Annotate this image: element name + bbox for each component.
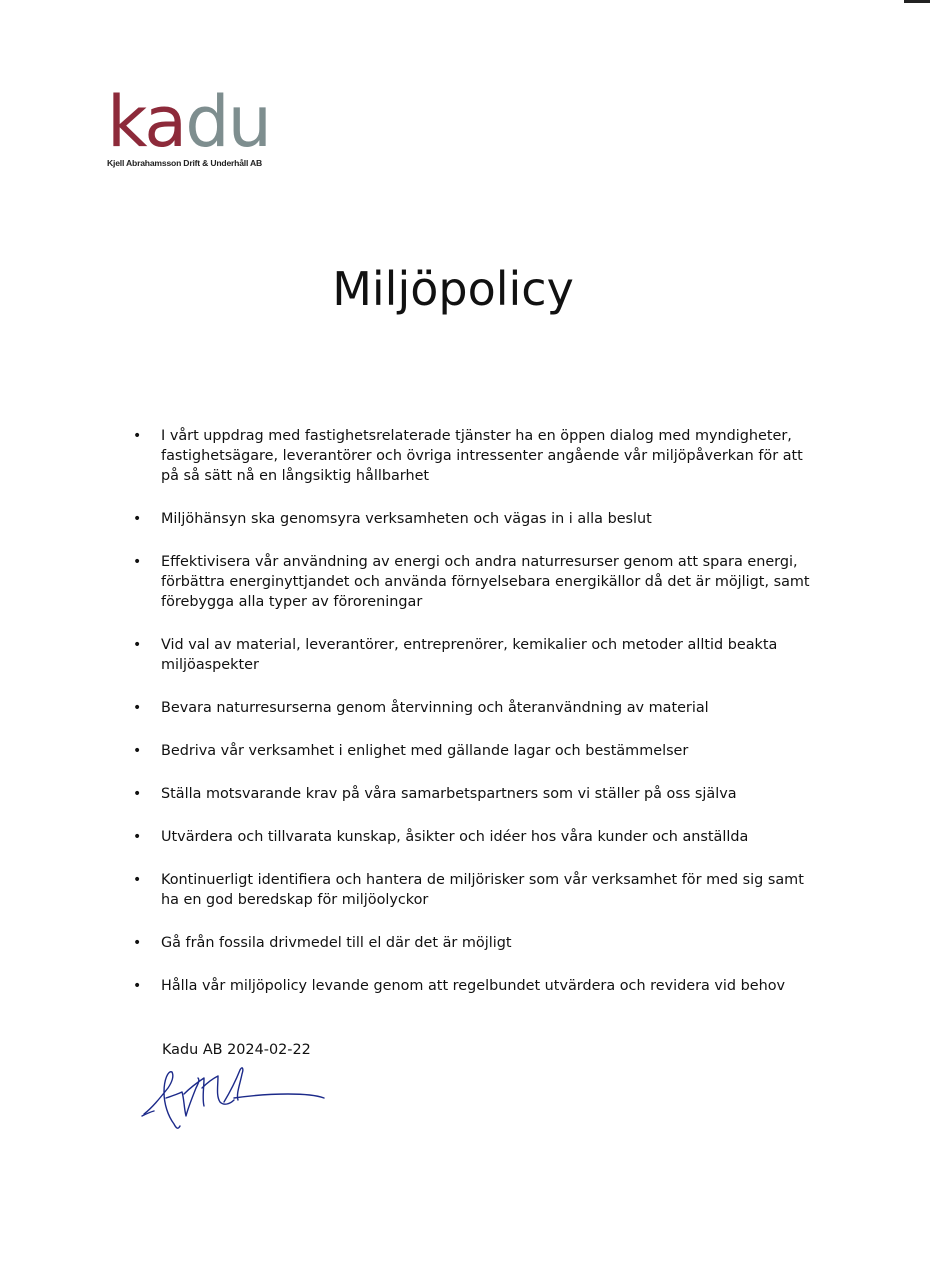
bullet-icon: • (133, 428, 142, 444)
logo-subtitle: Kjell Abrahamsson Drift & Underhåll AB (107, 158, 263, 168)
bullet-icon: • (133, 700, 142, 716)
company-logo (107, 81, 307, 168)
bullet-icon: • (133, 511, 142, 527)
policy-item-text: Vid val av material, leverantörer, entreprenörer, kemikalier och metoder alltid beakta miljöaspekter (161, 637, 778, 673)
policy-item-text: Kontinuerligt identifiera och hantera de miljörisker som vår verksamhet för med sig samt ha en god beredskap för miljöolyckor (161, 872, 804, 908)
policy-item (133, 509, 811, 529)
signature-icon (138, 1058, 328, 1136)
bullet-icon: • (133, 935, 142, 951)
policy-list (133, 426, 811, 1019)
policy-item (133, 552, 811, 612)
policy-item-text: Bevara naturresurserna genom återvinning och återanvändning av material (161, 700, 709, 716)
bullet-icon: • (133, 978, 142, 994)
policy-item-text: Gå från fossila drivmedel till el där det är möjligt (161, 935, 512, 951)
policy-item (133, 426, 811, 486)
bullet-icon: • (133, 554, 142, 570)
policy-item-text: Bedriva vår verksamhet i enlighet med gällande lagar och bestämmelser (161, 743, 689, 759)
policy-item (133, 635, 811, 675)
policy-item (133, 976, 811, 996)
policy-item-text: Hålla vår miljöpolicy levande genom att regelbundet utvärdera och revidera vid behov (161, 978, 786, 994)
scan-edge-mark (904, 0, 930, 3)
bullet-icon: • (133, 786, 142, 802)
logo-wordmark-part1: ka (107, 81, 186, 163)
policy-item-text: Utvärdera och tillvarata kunskap, åsikter och idéer hos våra kunder och anställda (161, 829, 749, 845)
page-title: Miljöpolicy (332, 262, 574, 316)
policy-item (133, 741, 811, 761)
policy-item (133, 933, 811, 953)
policy-item (133, 784, 811, 804)
bullet-icon: • (133, 743, 142, 759)
bullet-icon: • (133, 637, 142, 653)
policy-item (133, 870, 811, 910)
bullet-icon: • (133, 872, 142, 888)
policy-item (133, 698, 811, 718)
policy-item-text: Miljöhänsyn ska genomsyra verksamheten och vägas in i alla beslut (161, 511, 652, 527)
policy-item-text: I vårt uppdrag med fastighetsrelaterade tjänster ha en öppen dialog med myndigheter, fastighetsägare, leverantörer och övriga intressenter angående vår miljöpåverkan för att på så sätt nå en långsiktig hållbarhet (161, 428, 803, 484)
policy-item-text: Effektivisera vår användning av energi och andra naturresurser genom att spara energi, förbättra energinyttjandet och använda förnyelsebara energikällor då det är möjligt, samt förebygga alla typer av föroreningar (161, 554, 810, 610)
bullet-icon: • (133, 829, 142, 845)
policy-item-text: Ställa motsvarande krav på våra samarbetspartners som vi ställer på oss själva (161, 786, 737, 802)
logo-wordmark-part2: du (185, 81, 271, 163)
signature-date-line: Kadu AB 2024-02-22 (162, 1042, 311, 1058)
policy-item (133, 827, 811, 847)
